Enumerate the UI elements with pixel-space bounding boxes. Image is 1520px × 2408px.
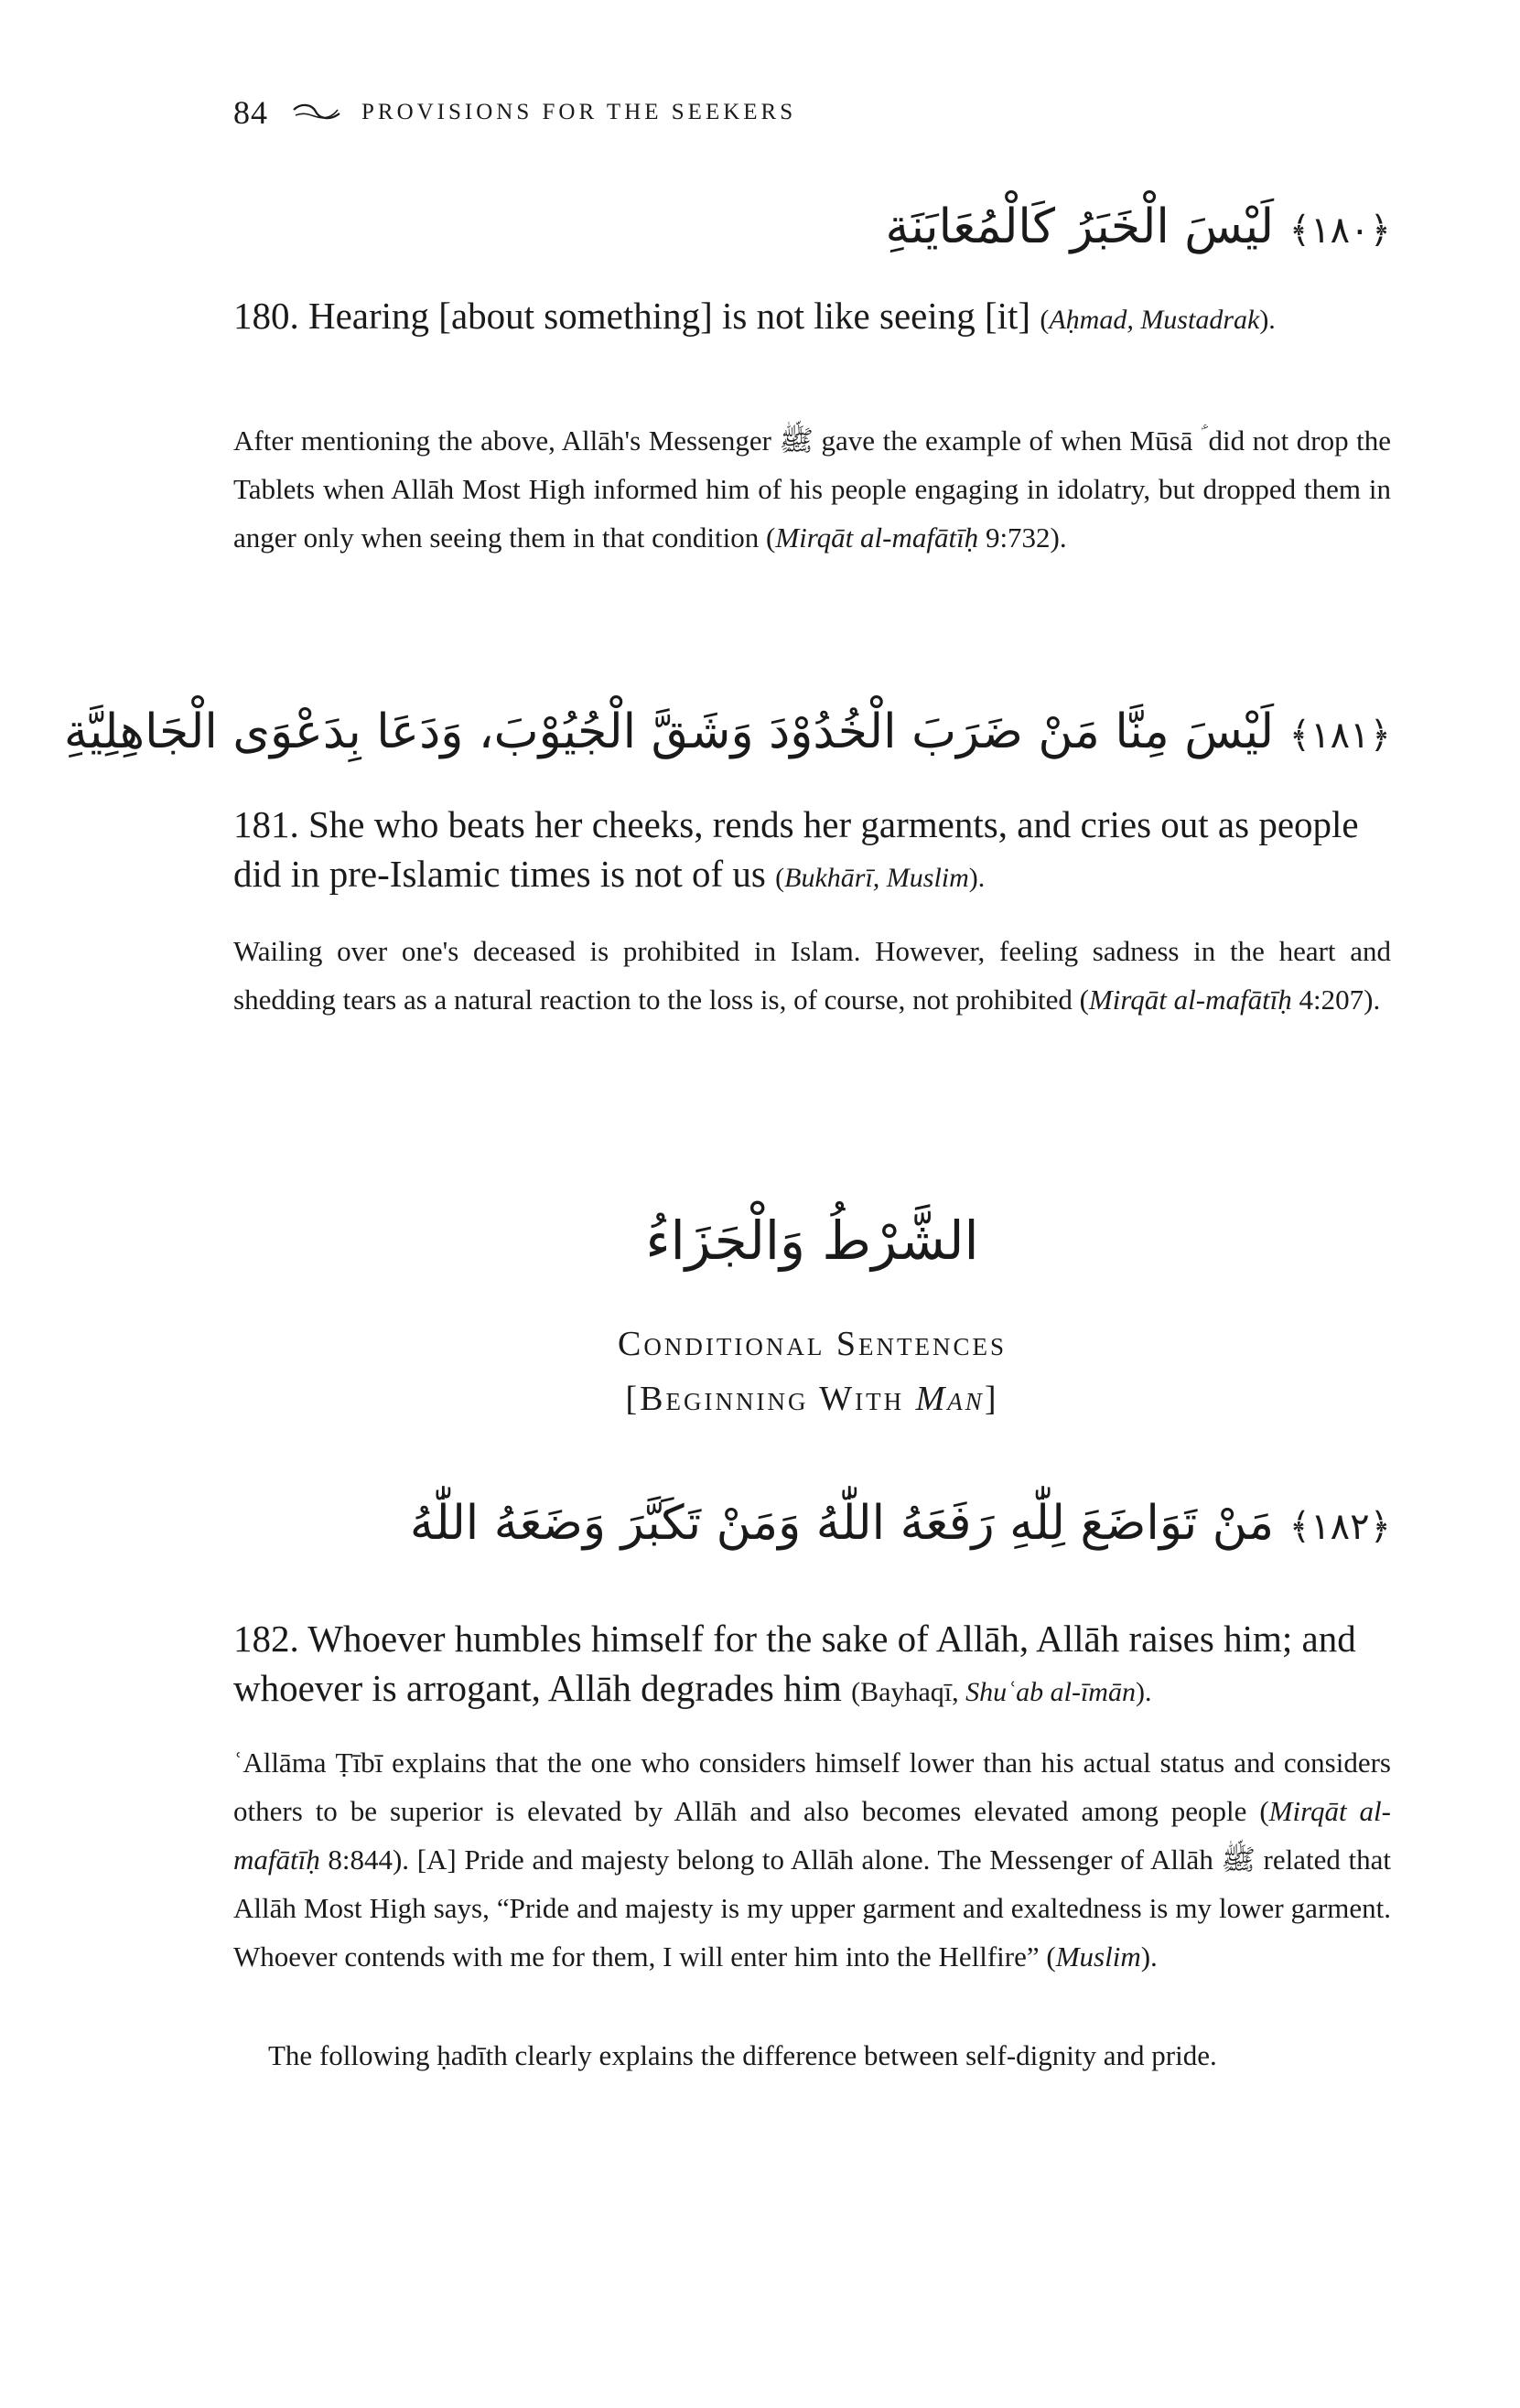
reference: Mirqāt al-mafātīḥ	[1088, 984, 1292, 1016]
arabic-number: ﴿١٨٠﴾	[1288, 210, 1391, 252]
hadith-182-arabic	[410, 1496, 1391, 1551]
running-title: PROVISIONS FOR THE SEEKERS	[361, 100, 797, 124]
hadith-180-translation: 180. Hearing [about something] is not like seeing [it] (Aḥmad, Mustadrak).	[233, 295, 1276, 337]
arabic-number: ﴿١٨٢﴾	[1288, 1506, 1391, 1548]
hadith-source: Bukhārī, Muslim	[784, 863, 969, 893]
commentary-180: After mentioning the above, Allāh's Messenger ﷺ gave the example of when Mūsā ؑ did not drop the Tablets when Allāh Most High informed him of his people engaging in idolatry, but dropped them in anger only when seeing them in that condition (Mirqāt al-mafātīḥ 9:732).	[233, 425, 1391, 554]
hadith-number: 182.	[233, 1618, 299, 1660]
hadith-source: Shuʿab al-īmān	[965, 1677, 1136, 1707]
commentary-182: ʿAllāma Ṭībī explains that the one who considers himself lower than his actual status and considers others to be superior is elevated by Allāh and also becomes elevated among people (Mirqāt al-mafātīḥ 8:844). [A] Pride and majesty belong to Allāh alone. The Messenger of Allāh ﷺ related that Allāh Most High says, “Pride and majesty is my upper garment and exaltedness is my lower garment. Whoever contends with me for them, I will enter him into the Hellfire” (Muslim).	[233, 1747, 1391, 1973]
hadith-182-translation: 182. Whoever humbles himself for the sake of Allāh, Allāh raises him; and whoever is arrogant, Allāh degrades him (Bayhaqī, Shuʿab al-īmān).	[233, 1618, 1356, 1709]
hadith-number: 181.	[233, 803, 299, 845]
translation-text: Whoever humbles himself for the sake of Allāh, Allāh raises him; and whoever is arrogant, Allāh degrades him	[233, 1618, 1356, 1709]
hadith-source: Aḥmad, Mustadrak	[1049, 305, 1260, 335]
translation-text: Hearing [about something] is not like seeing [it]	[308, 295, 1031, 337]
running-head	[233, 94, 796, 131]
reference: Mirqāt al-mafātīḥ	[775, 521, 979, 554]
section-title-line2: [Beginning With Man]	[625, 1380, 999, 1418]
section-title-line1: Conditional Sentences	[618, 1325, 1007, 1363]
page-number: 84	[233, 94, 268, 131]
hadith-181-translation: 181. She who beats her cheeks, rends her garments, and cries out as people did in pre-Islamic times is not of us (Bukhārī, Muslim).	[233, 803, 1359, 895]
arabic-text: لَيْسَ الْخَبَرُ كَالْمُعَايَنَةِ	[885, 199, 1275, 254]
hadith-180-arabic	[886, 199, 1391, 254]
section-arabic-title: الشَّرْطُ وَالْجَزَاءُ	[645, 1209, 979, 1272]
commentary-182-followup: The following ḥadīth clearly explains the difference between self-dignity and pride.	[268, 2039, 1217, 2071]
arabic-text: مَنْ تَوَاضَعَ لِلّٰهِ رَفَعَهُ اللّٰهُ وَمَنْ تَكَبَّرَ وَضَعَهُ اللّٰهُ	[409, 1496, 1275, 1551]
hadith-181-arabic	[64, 704, 1391, 759]
reference: Muslim	[1055, 1940, 1141, 1973]
commentary-181: Wailing over one's deceased is prohibited in Islam. However, feeling sadness in the heart and shedding tears as a natural reaction to the loss is, of course, not prohibited (Mirqāt al-mafātīḥ 4:207).	[233, 935, 1391, 1016]
translation-text: She who beats her cheeks, rends her garments, and cries out as people did in pre-Islamic times is not of us	[233, 803, 1359, 895]
arabic-text: لَيْسَ مِنَّا مَنْ ضَرَبَ الْخُدُوْدَ وَشَقَّ الْجُيُوْبَ، وَدَعَا بِدَعْوَى الْجَاهِلِيَّةِ	[63, 704, 1275, 759]
hadith-number: 180.	[233, 295, 299, 337]
arabic-number: ﴿١٨١﴾	[1288, 715, 1391, 757]
flourish-ornament-icon	[292, 102, 341, 123]
reference: Mirqāt al-mafātīḥ	[233, 1795, 1391, 1876]
